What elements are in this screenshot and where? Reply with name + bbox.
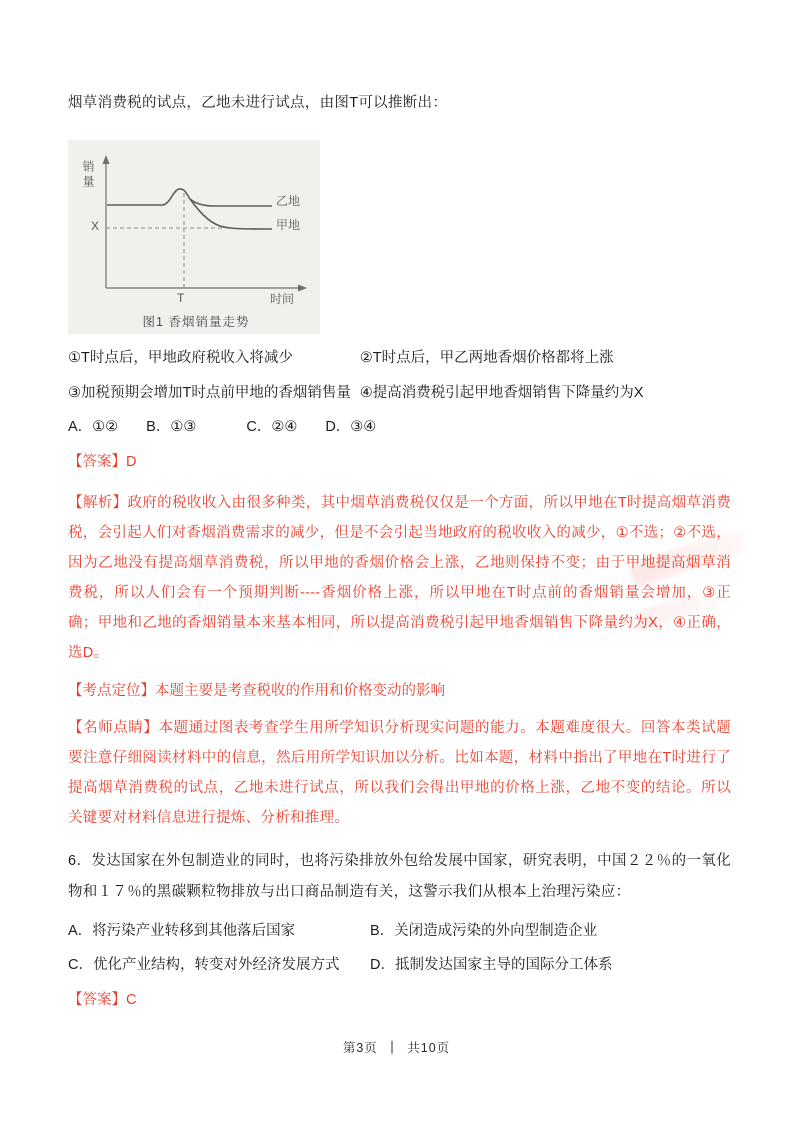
choice-d: D．③④ — [325, 419, 377, 435]
question6-stem: 6．发达国家在外包制造业的同时，也将污染排放外包给发展中国家，研究表明，中国２２％的一氧化物和１７％的黑碳颗粒物排放与出口商品制造有关，这警示我们从根本上治理污染应： — [68, 853, 731, 900]
question5-choices — [68, 416, 731, 438]
figure-caption: 图1 香烟销量走势 — [142, 315, 250, 329]
figure-1-scan — [68, 140, 320, 334]
choice-b: B．①③ — [146, 419, 197, 435]
statements-row-1 — [68, 347, 731, 369]
question5-teacher-note: 【名师点睛】本题通过图表考查学生用所学知识分析现实问题的能力。本题难度很大。回答本类试题要注意仔细阅读材料中的信息，然后用所学知识加以分析。比如本题，材料中指出了甲地在T时进行了提高烟草消费税的试点，乙地未进行试点，所以我们会得出甲地的价格上涨，乙地不变的结论。所以关键要对材料信息进行提炼、分析和推理。 — [68, 720, 731, 826]
q6-option-d: D．抵制发达国家主导的国际分工体系 — [370, 957, 613, 973]
footer-separator: ｜ — [385, 1041, 400, 1055]
y-axis-label: 销量 — [81, 160, 95, 190]
q6-option-c: C．优化产业结构，转变对外经济发展方式 — [68, 957, 340, 973]
choice-a: A．①② — [68, 419, 119, 435]
question5-answer: 【答案】D — [68, 454, 137, 470]
q6-option-a: A．将污染产业转移到其他落后国家 — [68, 923, 296, 939]
y-axis-arrow-icon — [103, 155, 110, 164]
x-tick-t: T — [177, 291, 185, 305]
series-label-jiadi: 甲地 — [276, 218, 301, 232]
y-tick-x: X — [91, 219, 100, 233]
page-footer — [0, 1038, 793, 1056]
choice-c: C．②④ — [246, 419, 298, 435]
statements-row-2 — [68, 382, 731, 404]
footer-page-number: 第3页 — [342, 1041, 378, 1055]
q6-option-b: B．关闭造成污染的外向型制造企业 — [370, 923, 598, 939]
x-axis-arrow-icon — [298, 285, 307, 292]
question5-intro: 烟草消费税的试点，乙地未进行试点，由图T可以推断出： — [68, 95, 448, 111]
page-content — [68, 92, 731, 1011]
question5-exam-point: 【考点定位】本题主要是考查税收的作用和价格变动的影响 — [68, 683, 445, 699]
x-axis-label: 时间 — [270, 292, 295, 306]
question5-analysis: 【解析】政府的税收收入由很多种类，其中烟草消费税仅仅是一个方面，所以甲地在T时提高烟草消费税，会引起人们对香烟消费需求的减少，但是不会引起当地政府的税收收入的减少，①不选；②不选，因为乙地没有提高烟草消费税，所以甲地的香烟价格会上涨，乙地则保持不变；由于甲地提高烟草消费税，所以人们会有一个预期判断----香烟价格上涨，所以甲地在T时点前的香烟销量会增加，③正确；甲地和乙地的香烟销量本来基本相同，所以提高消费税引起甲地香烟销售下降量约为X，④正确，选D。 — [68, 495, 731, 661]
statement-1: ①T时点后，甲地政府税收入将减少 — [68, 350, 293, 366]
footer-total-pages: 共10页 — [407, 1041, 451, 1055]
series-label-yidi: 乙地 — [276, 194, 301, 208]
statement-4: ④提高消费税引起甲地香烟销售下降量约为X — [359, 385, 644, 401]
sales-trend-chart — [76, 148, 314, 308]
question6-options — [68, 920, 731, 976]
question6-answer: 【答案】C — [68, 992, 137, 1008]
statement-2: ②T时点后，甲乙两地香烟价格都将上涨 — [359, 350, 614, 366]
statement-3: ③加税预期会增加T时点前甲地的香烟销售量 — [68, 385, 351, 401]
